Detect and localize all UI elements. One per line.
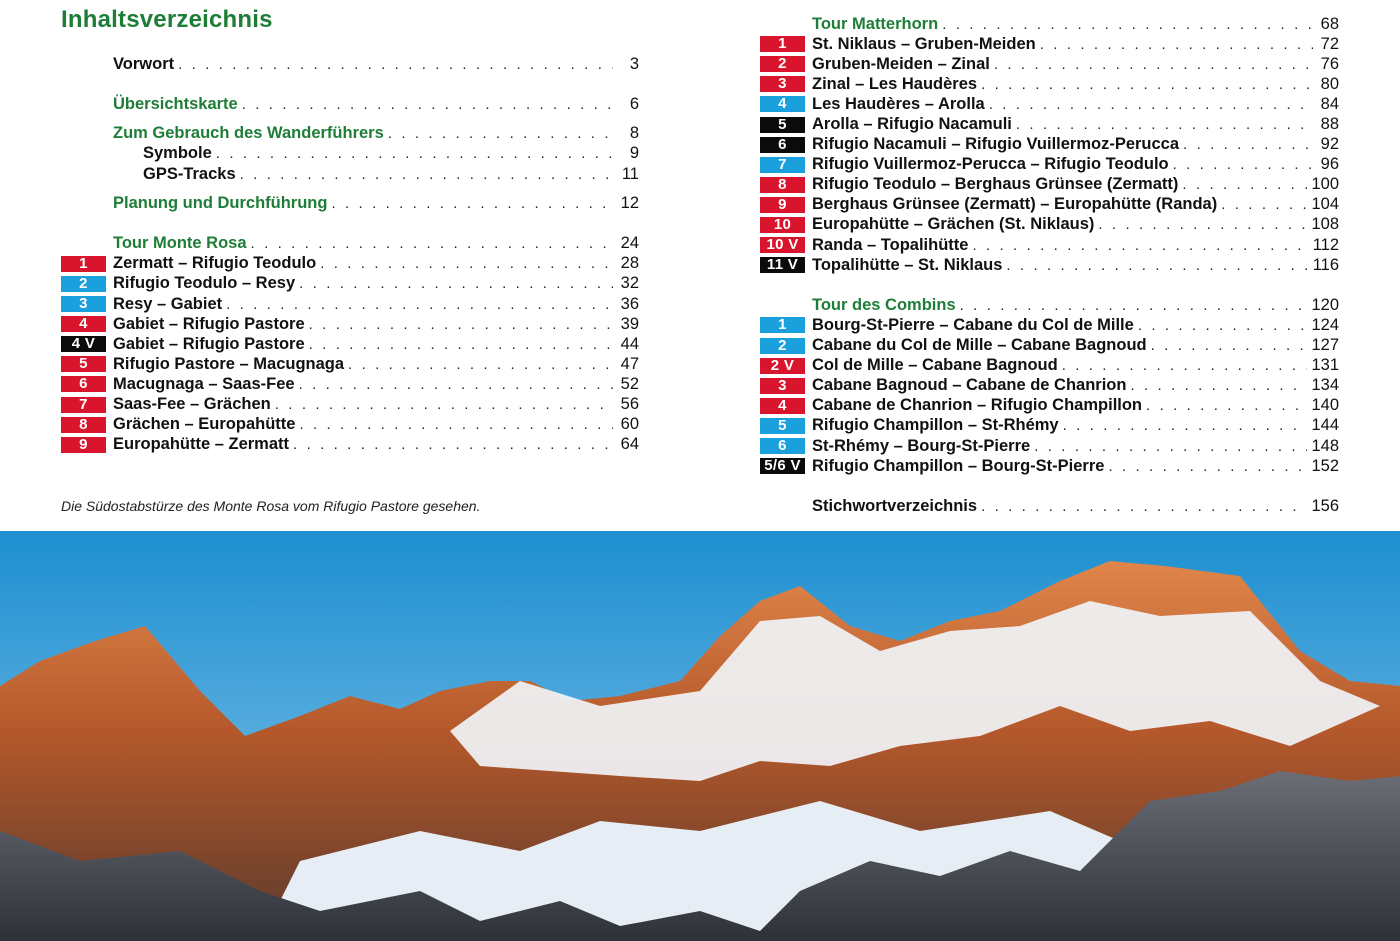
dot-leader (242, 96, 613, 113)
stage-badge: 9 (760, 197, 805, 213)
dot-leader (388, 125, 613, 142)
stage-badge: 8 (760, 177, 805, 193)
toc-entry-europahutte-grachen-st-niklaus[interactable] (760, 215, 1339, 235)
dot-leader (960, 297, 1308, 314)
page-number: 120 (1311, 295, 1339, 314)
entry-label: Gabiet – Rifugio Pastore (113, 314, 305, 333)
dot-leader (178, 56, 613, 73)
entry-label: Cabane Bagnoud – Cabane de Chanrion (812, 376, 1127, 395)
toc-entry-st-niklaus-gruben-meiden[interactable] (760, 34, 1339, 54)
entry-label: Europahütte – Grächen (St. Niklaus) (812, 215, 1095, 234)
entry-label: Tour Matterhorn (812, 14, 939, 33)
page-number: 100 (1311, 175, 1339, 194)
toc-entry-rifugio-champillon-bourg-st-pierre[interactable] (760, 456, 1339, 476)
page-number: 32 (620, 274, 639, 293)
toc-entry-berghaus-grunsee-zermatt-europahutte-randa[interactable] (760, 195, 1339, 215)
entry-label: Zermatt – Rifugio Teodulo (113, 254, 317, 273)
dot-leader (989, 96, 1313, 113)
stage-badge: 5 (61, 356, 106, 372)
entry-label: Zinal – Les Haudères (812, 74, 978, 93)
toc-entry-zum-gebrauch-des-wanderfuhrers[interactable] (61, 124, 639, 144)
entry-label: Col de Mille – Cabane Bagnoud (812, 356, 1058, 375)
entry-label: Vorwort (113, 54, 175, 73)
toc-entry-tour-des-combins[interactable] (760, 295, 1339, 315)
entry-label: Berghaus Grünsee (Zermatt) – Europahütte (Randa) (812, 195, 1218, 214)
dot-leader (1034, 438, 1307, 455)
stage-badge: 4 (760, 398, 805, 414)
page-number: 156 (1311, 496, 1339, 515)
dot-leader (1108, 458, 1307, 475)
dot-leader (1016, 116, 1313, 133)
page-number: 52 (620, 374, 639, 393)
toc-entry-grachen-europahutte[interactable] (61, 415, 639, 435)
stage-badge: 9 (61, 437, 106, 453)
stage-badge: 7 (760, 157, 805, 173)
toc-entry-resy-gabiet[interactable] (61, 294, 639, 314)
dot-leader (942, 16, 1313, 33)
entry-label: Saas-Fee – Grächen (113, 395, 271, 414)
entry-label: Cabane de Chanrion – Rifugio Champillon (812, 396, 1143, 415)
stage-badge: 1 (61, 256, 106, 272)
page-number: 148 (1311, 436, 1339, 455)
dot-leader (299, 416, 613, 433)
dot-leader (331, 195, 613, 212)
page-number: 64 (620, 435, 639, 454)
page-number: 108 (1311, 215, 1339, 234)
entry-label: Rifugio Teodulo – Berghaus Grünsee (Zermatt) (812, 175, 1179, 194)
entry-label: Planung und Durchführung (113, 194, 328, 213)
entry-label: Rifugio Pastore – Macugnaga (113, 354, 345, 373)
dot-leader (1098, 216, 1307, 233)
toc-entry-randa-topalihutte[interactable] (760, 235, 1339, 255)
toc-entry-tour-matterhorn[interactable] (760, 14, 1339, 34)
dot-leader (981, 498, 1307, 515)
dot-leader (1146, 397, 1307, 414)
page-number: 44 (620, 334, 639, 353)
page-number: 9 (629, 144, 639, 163)
entry-label: Tour Monte Rosa (113, 234, 247, 253)
stage-badge: 5/6 V (760, 458, 805, 474)
stage-badge: 4 V (61, 336, 106, 352)
toc-entry-zermatt-rifugio-teodulo[interactable] (61, 254, 639, 274)
entry-label: St-Rhémy – Bourg-St-Pierre (812, 436, 1031, 455)
dot-leader (348, 356, 613, 373)
page-number: 112 (1312, 235, 1339, 254)
page-number: 24 (620, 234, 639, 253)
dot-leader (320, 255, 613, 272)
toc-entry-stichwortverzeichnis[interactable] (760, 496, 1339, 516)
entry-label: Grächen – Europahütte (113, 415, 296, 434)
page-number: 47 (620, 354, 639, 373)
page-number: 68 (1320, 14, 1339, 33)
toc-entry-gruben-meiden-zinal[interactable] (760, 54, 1339, 74)
entry-label: Symbole (143, 144, 212, 163)
page-number: 72 (1320, 34, 1339, 53)
page-number: 96 (1320, 155, 1339, 174)
stage-badge: 2 (61, 276, 106, 292)
stage-badge: 6 (760, 137, 805, 153)
entry-label: Cabane du Col de Mille – Cabane Bagnoud (812, 336, 1147, 355)
toc-entry-ubersichtskarte[interactable] (61, 94, 639, 114)
dot-leader (994, 56, 1313, 73)
page-number: 92 (1320, 135, 1339, 154)
entry-label: Bourg-St-Pierre – Cabane du Col de Mille (812, 315, 1134, 334)
toc-left-column (61, 54, 639, 455)
toc-entry-arolla-rifugio-nacamuli[interactable] (760, 114, 1339, 134)
dot-leader (226, 296, 613, 313)
toc-entry-planung-und-durchfuhrung[interactable] (61, 194, 639, 214)
toc-entry-rifugio-teodulo-berghaus-grunsee-zermatt[interactable] (760, 175, 1339, 195)
dot-leader (1221, 196, 1307, 213)
toc-entry-europahutte-zermatt[interactable] (61, 435, 639, 455)
dot-leader (309, 316, 613, 333)
stage-badge: 10 V (760, 237, 805, 253)
dot-leader (1182, 176, 1307, 193)
page-number: 12 (620, 194, 639, 213)
page-number: 36 (620, 294, 639, 313)
page-number: 140 (1311, 396, 1339, 415)
toc-entry-les-hauderes-arolla[interactable] (760, 94, 1339, 114)
page-number: 11 (621, 164, 639, 183)
page-number: 39 (620, 314, 639, 333)
stage-badge: 3 (760, 76, 805, 92)
page-number: 104 (1311, 195, 1339, 214)
dot-leader (1063, 417, 1308, 434)
dot-leader (1173, 156, 1313, 173)
page-number: 144 (1311, 416, 1339, 435)
page-number: 127 (1311, 336, 1339, 355)
spacer (61, 114, 639, 124)
dot-leader (1006, 257, 1308, 274)
toc-entry-vorwort[interactable] (61, 54, 639, 74)
entry-label: Tour des Combins (812, 295, 956, 314)
dot-leader (299, 376, 613, 393)
toc-entry-gps-tracks[interactable] (61, 164, 639, 184)
dot-leader (309, 336, 613, 353)
dot-leader (299, 275, 613, 292)
toc-entry-rifugio-vuillermoz-perucca-rifugio-teodulo[interactable] (760, 155, 1339, 175)
stage-badge: 1 (760, 317, 805, 333)
page-number: 76 (1320, 54, 1339, 73)
entry-label: Topalihütte – St. Niklaus (812, 255, 1003, 274)
entry-label: Arolla – Rifugio Nacamuli (812, 115, 1012, 134)
page-number: 28 (620, 254, 639, 273)
stage-badge: 5 (760, 117, 805, 133)
stage-badge: 6 (760, 438, 805, 454)
page-number: 124 (1311, 315, 1339, 334)
dot-leader (1138, 317, 1308, 334)
stage-badge: 10 (760, 217, 805, 233)
toc-entry-cabane-du-col-de-mille-cabane-bagnoud[interactable] (760, 336, 1339, 356)
toc-entry-bourg-st-pierre-cabane-du-col-de-mille[interactable] (760, 315, 1339, 335)
page-number: 3 (629, 54, 639, 73)
toc-right-column (760, 14, 1339, 516)
entry-label: Gabiet – Rifugio Pastore (113, 334, 305, 353)
toc-entry-saas-fee-grachen[interactable] (61, 395, 639, 415)
stage-badge: 4 (760, 96, 805, 112)
entry-label: Rifugio Teodulo – Resy (113, 274, 296, 293)
stage-badge: 3 (61, 296, 106, 312)
toc-entry-rifugio-champillon-st-rhemy[interactable] (760, 416, 1339, 436)
toc-entry-col-de-mille-cabane-bagnoud[interactable] (760, 356, 1339, 376)
toc-entry-cabane-de-chanrion-rifugio-champillon[interactable] (760, 396, 1339, 416)
entry-label: GPS-Tracks (143, 164, 236, 183)
dot-leader (251, 235, 613, 252)
toc-entry-gabiet-rifugio-pastore[interactable] (61, 334, 639, 354)
entry-label: Les Haudères – Arolla (812, 94, 985, 113)
spacer (61, 214, 639, 234)
entry-label: Macugnaga – Saas-Fee (113, 374, 295, 393)
page-number: 6 (629, 94, 639, 113)
stage-badge: 2 (760, 338, 805, 354)
entry-label: Rifugio Champillon – Bourg-St-Pierre (812, 456, 1105, 475)
toc-entry-topalihutte-st-niklaus[interactable] (760, 255, 1339, 275)
spacer (760, 275, 1339, 295)
entry-label: Rifugio Champillon – St-Rhémy (812, 416, 1059, 435)
stage-badge: 4 (61, 316, 106, 332)
mountain-photo (0, 531, 1400, 941)
stage-badge: 1 (760, 36, 805, 52)
page-number: 116 (1312, 255, 1339, 274)
spacer (61, 74, 639, 94)
dot-leader (981, 76, 1313, 93)
dot-leader (216, 145, 613, 162)
entry-label: Zum Gebrauch des Wanderführers (113, 124, 384, 143)
page-number: 131 (1311, 356, 1339, 375)
toc-entry-tour-monte-rosa[interactable] (61, 234, 639, 254)
stage-badge: 2 V (760, 358, 805, 374)
toc-entry-macugnaga-saas-fee[interactable] (61, 374, 639, 394)
entry-label: Gruben-Meiden – Zinal (812, 54, 990, 73)
dot-leader (275, 396, 613, 413)
dot-leader (972, 237, 1308, 254)
entry-label: St. Niklaus – Gruben-Meiden (812, 34, 1036, 53)
entry-label: Europahütte – Zermatt (113, 435, 290, 454)
toc-entry-cabane-bagnoud-cabane-de-chanrion[interactable] (760, 376, 1339, 396)
toc-entry-zinal-les-hauderes[interactable] (760, 74, 1339, 94)
entry-label: Rifugio Vuillermoz-Perucca – Rifugio Teodulo (812, 155, 1169, 174)
stage-badge: 11 V (760, 257, 805, 273)
stage-badge: 5 (760, 418, 805, 434)
toc-entry-st-rhemy-bourg-st-pierre[interactable] (760, 436, 1339, 456)
stage-badge: 8 (61, 417, 106, 433)
dot-leader (1040, 36, 1313, 53)
page-number: 152 (1311, 456, 1339, 475)
photo-caption: Die Südostabstürze des Monte Rosa vom Rifugio Pastore gesehen. (61, 498, 481, 514)
page-number: 84 (1320, 94, 1339, 113)
stage-badge: 2 (760, 56, 805, 72)
dot-leader (240, 166, 613, 183)
entry-label: Resy – Gabiet (113, 294, 223, 313)
dot-leader (1183, 136, 1313, 153)
dot-leader (1130, 377, 1307, 394)
stage-badge: 6 (61, 376, 106, 392)
page-title: Inhaltsverzeichnis (61, 6, 273, 33)
entry-label: Rifugio Nacamuli – Rifugio Vuillermoz-Perucca (812, 135, 1180, 154)
spacer (61, 184, 639, 194)
dot-leader (1151, 337, 1308, 354)
dot-leader (293, 436, 613, 453)
entry-label: Übersichtskarte (113, 94, 238, 113)
entry-label: Randa – Topalihütte (812, 235, 969, 254)
page-number: 8 (629, 124, 639, 143)
page-number: 80 (1320, 74, 1339, 93)
dot-leader (1062, 357, 1308, 374)
toc-entry-rifugio-nacamuli-rifugio-vuillermoz-perucca[interactable] (760, 135, 1339, 155)
spacer (760, 476, 1339, 496)
toc-entry-rifugio-pastore-macugnaga[interactable] (61, 354, 639, 374)
page-number: 60 (620, 415, 639, 434)
stage-badge: 3 (760, 378, 805, 394)
page-number: 56 (620, 395, 639, 414)
toc-entry-symbole[interactable] (61, 144, 639, 164)
page-number: 88 (1320, 115, 1339, 134)
entry-label: Stichwortverzeichnis (812, 496, 978, 515)
stage-badge: 7 (61, 397, 106, 413)
page-number: 134 (1311, 376, 1339, 395)
toc-entry-gabiet-rifugio-pastore[interactable] (61, 314, 639, 334)
toc-entry-rifugio-teodulo-resy[interactable] (61, 274, 639, 294)
